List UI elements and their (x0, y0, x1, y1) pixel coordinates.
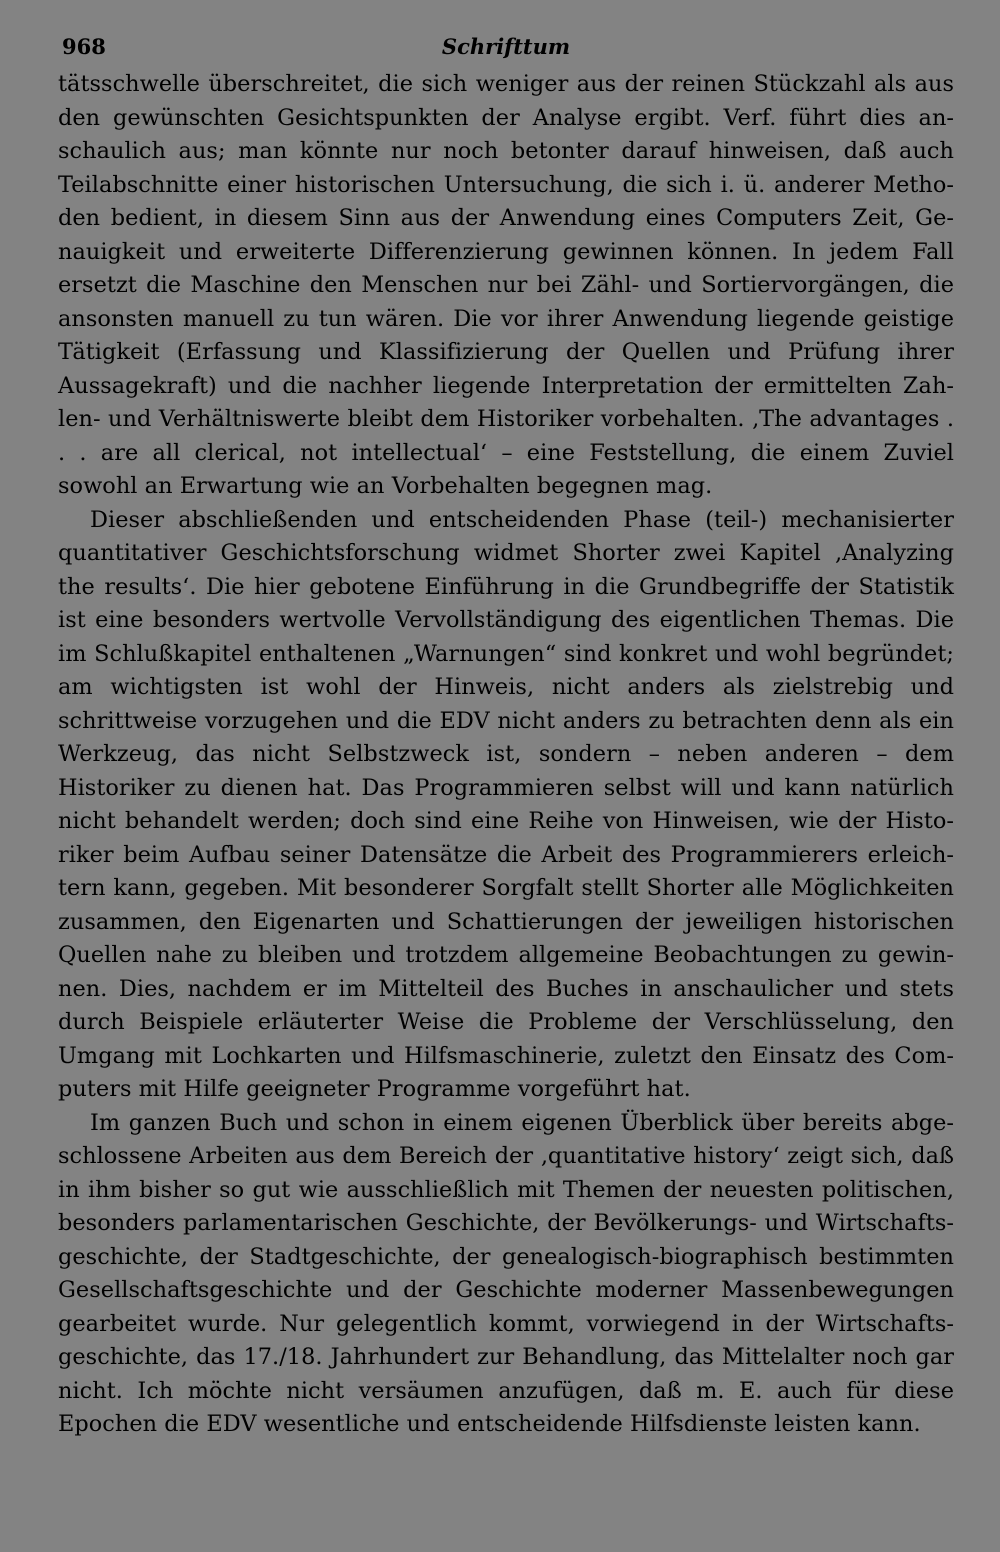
page-header (58, 28, 954, 68)
paragraph: Dieser abschließenden und entscheidenden Phase (teil-) mechanisierter quantitativer Geschichtsforschung widmet Shorter zwei Kapitel ‚Analyzing the results‘. Die hier gebotene Einführung in die Grundbegriffe der Statistik ist eine besonders wertvolle Vervollständigung des eigentlichen Themas. Die im Schlußkapitel enthaltenen „Warnungen“ sind konkret und wohl begründet; am wichtigsten ist wohl der Hinweis, nicht anders als zielstrebig und schrittweise vorzugehen und die EDV nicht anders zu betrachten denn als ein Werkzeug, das nicht Selbstzweck ist, sondern – neben anderen – dem Historiker zu dienen hat. Das Programmieren selbst will und kann natürlich nicht behandelt werden; doch sind eine Reihe von Hinweisen, wie der Historiker beim Aufbau seiner Datensätze die Arbeit des Programmierers erleichtern kann, gegeben. Mit besonderer Sorgfalt stellt Shorter alle Möglichkeiten zusammen, den Eigenarten und Schattierungen der jeweiligen historischen Quellen nahe zu bleiben und trotzdem allgemeine Beobachtungen zu gewinnen. Dies, nachdem er im Mittelteil des Buches in anschaulicher und stets durch Beispiele erläuterter Weise die Probleme der Verschlüsselung, den Umgang mit Lochkarten und Hilfsmaschinerie, zuletzt den Einsatz des Computers mit Hilfe geeigneter Programme vorgeführt hat. (58, 506, 954, 1102)
book-page (58, 28, 954, 1442)
paragraph-continued: tätsschwelle überschreitet, die sich weniger aus der reinen Stückzahl als aus den gewünschten Gesichtspunkten der Analyse ergibt. Verf. führt dies anschaulich aus; man könnte nur noch betonter darauf hinweisen, daß auch Teilabschnitte einer historischen Untersuchung, die sich i. ü. anderer Methoden bedient, in diesem Sinn aus der Anwendung eines Computers Zeit, Genauigkeit und erweiterte Differenzierung gewinnen können. In jedem Fall ersetzt die Maschine den Menschen nur bei Zähl- und Sortiervorgängen, die ansonsten manuell zu tun wären. Die vor ihrer Anwendung liegende geistige Tätigkeit (Erfassung und Klassifizierung der Quellen und Prüfung ihrer Aussagekraft) und die nachher liegende Interpretation der ermittelten Zahlen- und Verhältniswerte bleibt dem Historiker vorbehalten. ‚The advantages . . . are all clerical, not intellectual‘ – eine Feststellung, die einem Zuviel sowohl an Erwartung wie an Vorbehalten begegnen mag. (58, 71, 954, 499)
paragraph: Im ganzen Buch und schon in einem eigenen Überblick über bereits abgeschlossene Arbeiten aus dem Bereich der ‚quantitative history‘ zeigt sich, daß in ihm bisher so gut wie ausschließlich mit Themen der neuesten politischen, besonders parlamentarischen Geschichte, der Bevölkerungs- und Wirtschaftsgeschichte, der Stadtgeschichte, der genealogisch-biographisch bestimmten Gesellschaftsgeschichte und der Geschichte moderner Massenbewegungen gearbeitet wurde. Nur gelegentlich kommt, vorwiegend in der Wirtschaftsgeschichte, das 17./18. Jahrhundert zur Behandlung, das Mittelalter noch gar nicht. Ich möchte nicht versäumen anzufügen, daß m. E. auch für diese Epochen die EDV wesentliche und entscheidende Hilfsdienste leisten kann. (58, 1109, 954, 1437)
page-body (58, 68, 954, 1442)
page-number: 968 (62, 34, 106, 59)
running-head: Schrifttum (441, 34, 571, 59)
